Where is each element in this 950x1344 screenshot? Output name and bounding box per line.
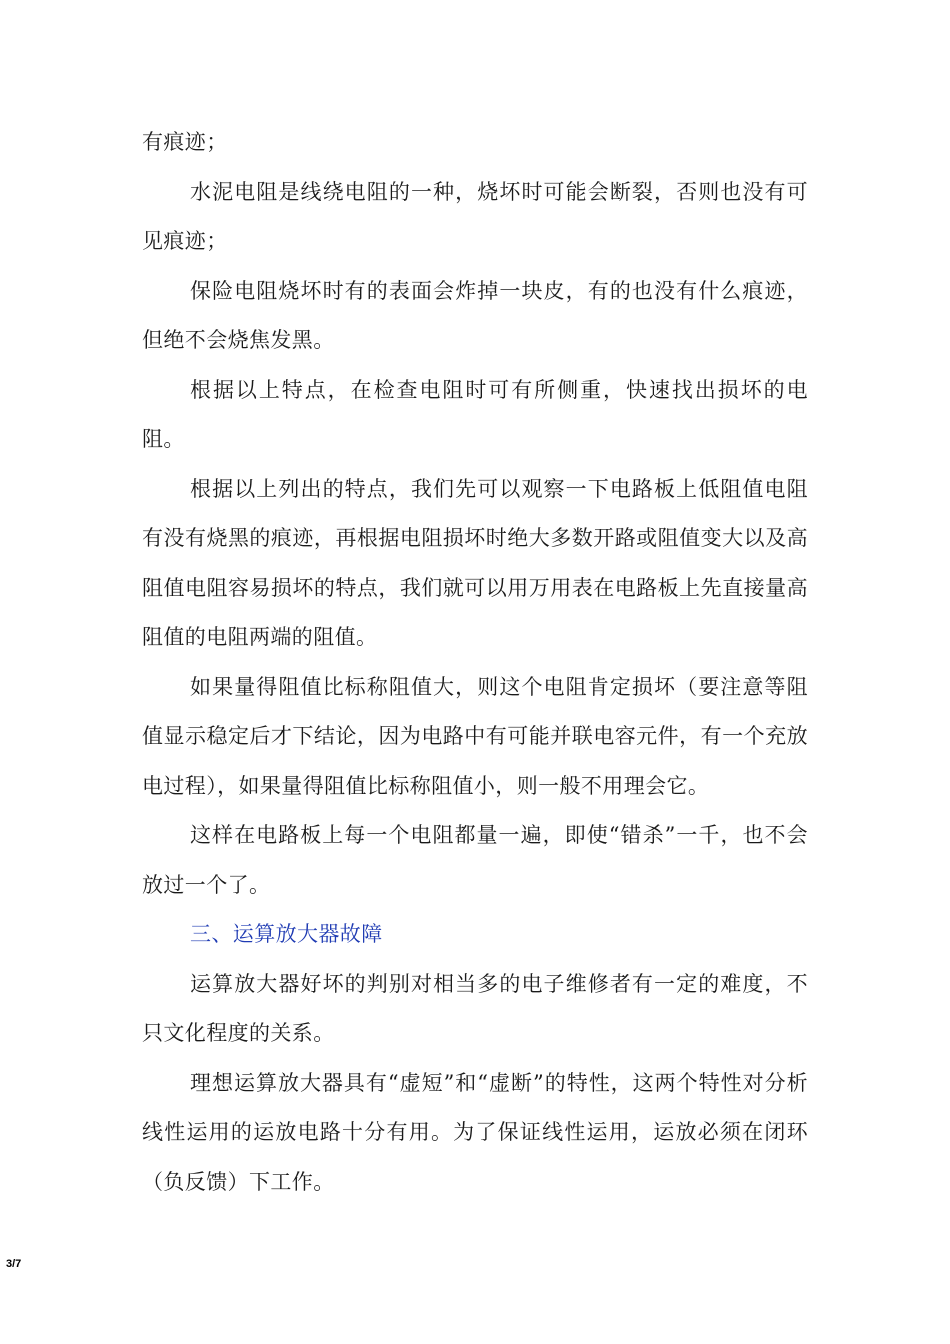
paragraph-2: 水泥电阻是线绕电阻的一种，烧坏时可能会断裂，否则也没有可见痕迹； <box>142 179 808 253</box>
paragraph-8: 运算放大器好坏的判别对相当多的电子维修者有一定的难度，不只文化程度的关系。 <box>142 971 808 1045</box>
document-body <box>142 118 808 1207</box>
paragraph-7: 这样在电路板上每一个电阻都量一遍，即使“错杀”一千，也不会放过一个了。 <box>142 823 808 897</box>
page-number: 3/7 <box>6 1258 22 1270</box>
paragraph-9: 理想运算放大器具有“虚短”和“虚断”的特性，这两个特性对分析线性运用的运放电路十分有用。为了保证线性运用，运放必须在闭环（负反馈）下工作。 <box>142 1070 808 1194</box>
paragraph-3: 保险电阻烧坏时有的表面会炸掉一块皮，有的也没有什么痕迹，但绝不会烧焦发黑。 <box>142 278 808 352</box>
paragraph-1: 有痕迹； <box>142 130 228 154</box>
paragraph-4: 根据以上特点，在检查电阻时可有所侧重，快速找出损坏的电阻。 <box>142 377 808 451</box>
paragraph-6: 如果量得阻值比标称阻值大，则这个电阻肯定损坏（要注意等阻值显示稳定后才下结论，因为电路中有可能并联电容元件，有一个充放电过程），如果量得阻值比标称阻值小，则一般不用理会它。 <box>142 674 808 798</box>
paragraph-5: 根据以上列出的特点，我们先可以观察一下电路板上低阻值电阻有没有烧黑的痕迹，再根据电阻损坏时绝大多数开路或阻值变大以及高阻值电阻容易损坏的特点，我们就可以用万用表在电路板上先直接量高阻值的电阻两端的阻值。 <box>142 476 808 649</box>
section-heading: 三、运算放大器故障 <box>190 922 383 946</box>
